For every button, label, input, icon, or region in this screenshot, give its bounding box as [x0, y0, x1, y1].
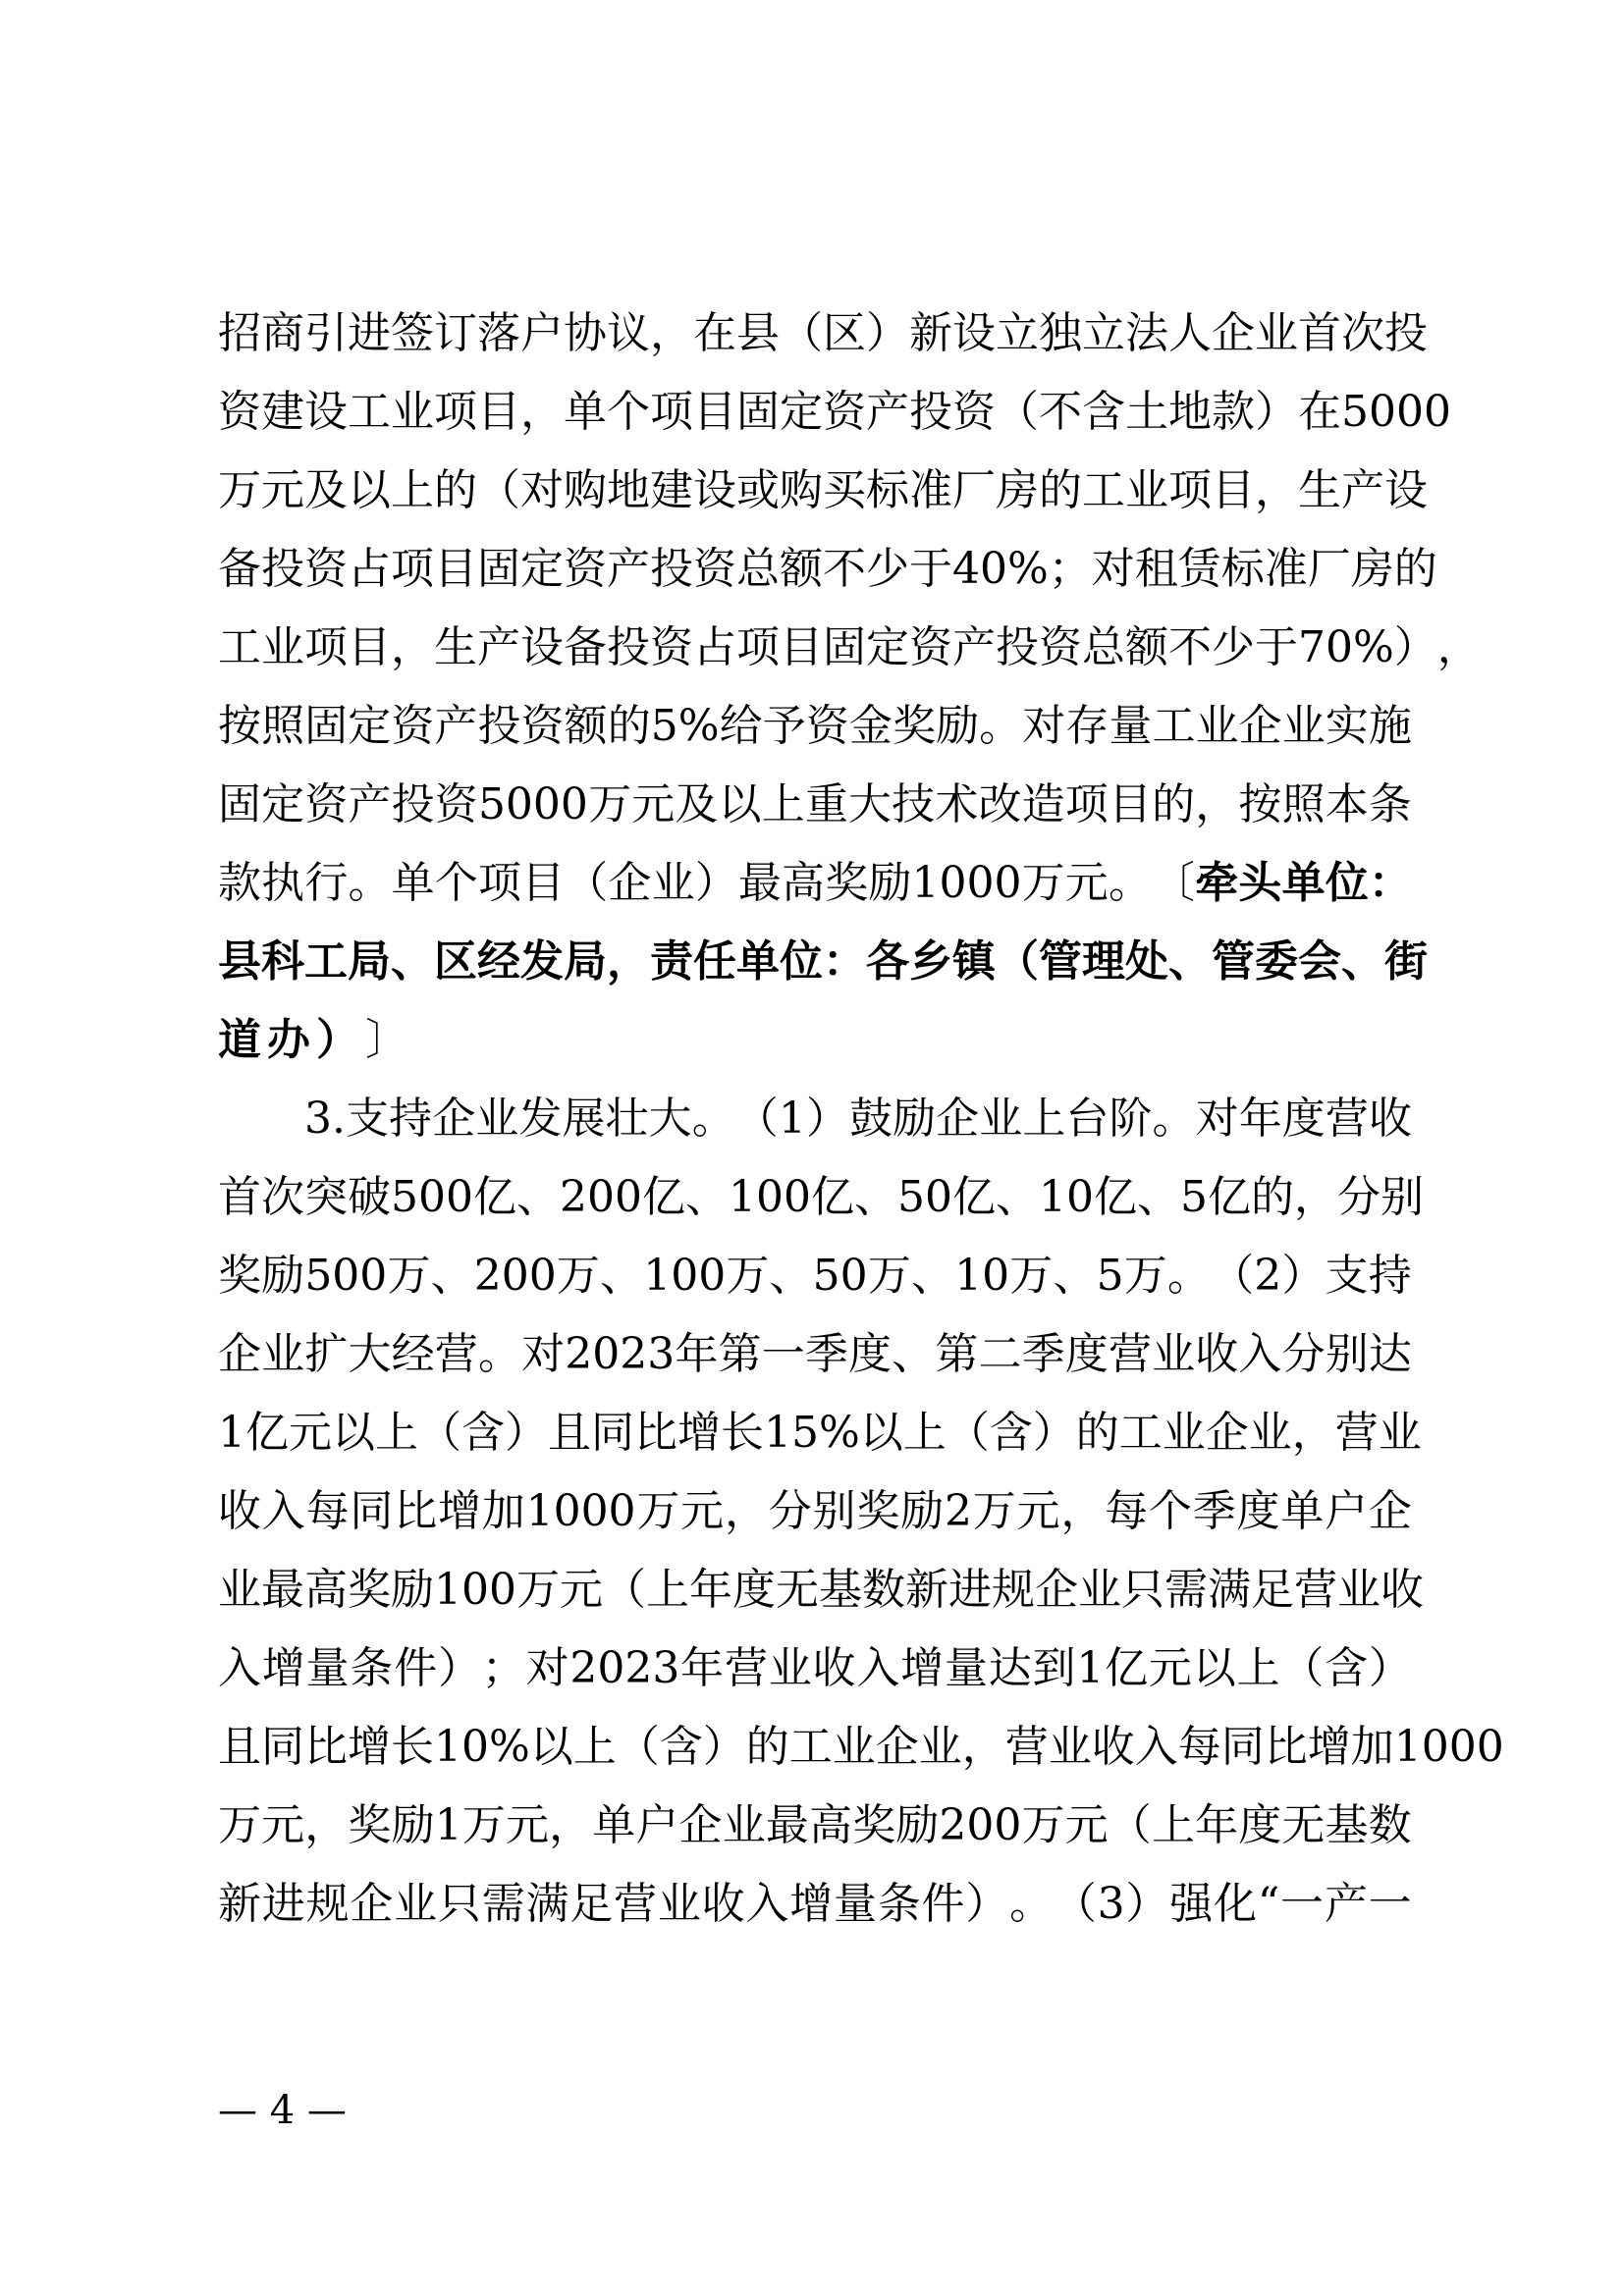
text-line: 资 建 设 工 业 项 目 ， 单 个 项 目 固 定 资 产 投 资 （ 不 含 土 地 款 ） 在 5000: [218, 387, 1451, 437]
text-line: 业 最 高 奖 励 100 万 元 （ 上 年 度 无 基 数 新 进 规 企 业 只 需 满 足 营 业 收: [218, 1565, 1424, 1615]
text-line: 万 元 ， 奖 励 1 万 元 ， 单 户 企 业 最 高 奖 励 200 万 元 （ 上 年 度 无 基 数: [218, 1800, 1412, 1850]
text-line: 固 定 资 产 投 资 5000 万 元 及 以 上 重 大 技 术 改 造 项 目 的 ， 按 照 本 条: [218, 779, 1412, 829]
text-line: 备 投 资 占 项 目 固 定 资 产 投 资 总 额 不 少 于 40% ； 对 租 赁 标 准 厂 房 的: [218, 544, 1437, 594]
page-number: — 4 —: [218, 2088, 347, 2133]
text-line: 3. 支 持 企 业 发 展 壮 大 。 （ 1 ） 鼓 励 企 业 上 台 阶 。 对 年 度 营 收: [304, 1094, 1412, 1144]
document-body: [218, 294, 1504, 1944]
text-line: 县 科 工 局 、 区 经 发 局 ， 责 任 单 位 ： 各 乡 镇 （ 管 理 处 、 管 委 会 、 街: [218, 936, 1428, 987]
text-line: 首 次 突 破 500 亿 、 200 亿 、 100 亿 、 50 亿 、 10 亿 、 5 亿 的 ， 分 别: [218, 1172, 1424, 1222]
text-line: 且 同 比 增 长 10% 以 上 （ 含 ） 的 工 业 企 业 ， 营 业 收 入 每 同 比 增 加 1000: [218, 1722, 1504, 1772]
text-line: 款 执 行 。 单 个 项 目 （ 企 业 ） 最 高 奖 励 1000 万 元 。 〔 牵 头 单 位 ：: [218, 858, 1412, 908]
text-line: 道 办 ） 〕: [218, 1015, 408, 1065]
text-line: 1 亿 元 以 上 （ 含 ） 且 同 比 增 长 15% 以 上 （ 含 ） 的 工 业 企 业 ， 营 业: [218, 1408, 1422, 1458]
text-line: 万 元 及 以 上 的 （ 对 购 地 建 设 或 购 买 标 准 厂 房 的 工 业 项 目 ， 生 产 设: [218, 465, 1428, 515]
text-line: 按 照 固 定 资 产 投 资 额 的 5% 给 予 资 金 奖 励 。 对 存 量 工 业 企 业 实 施: [218, 701, 1412, 751]
text-line: 新 进 规 企 业 只 需 满 足 营 业 收 入 增 量 条 件 ） 。 （ 3 ） 强 化 “ 一 产 一: [218, 1879, 1412, 1929]
text-line: 奖 励 500 万 、 200 万 、 100 万 、 50 万 、 10 万 、 5 万 。 （ 2 ） 支 持: [218, 1251, 1412, 1301]
text-line: 收 入 每 同 比 增 加 1000 万 元 ， 分 别 奖 励 2 万 元 ， 每 个 季 度 单 户 企: [218, 1486, 1412, 1536]
text-line: 工 业 项 目 ， 生 产 设 备 投 资 占 项 目 固 定 资 产 投 资 总 额 不 少 于 70% ） ，: [218, 622, 1481, 672]
text-line: 入 增 量 条 件 ） ； 对 2023 年 营 业 收 入 增 量 达 到 1 亿 元 以 上 （ 含 ）: [218, 1643, 1412, 1693]
text-line: 招 商 引 进 签 订 落 户 协 议 ， 在 县 （ 区 ） 新 设 立 独 立 法 人 企 业 首 次 投: [218, 308, 1428, 358]
text-line: 企 业 扩 大 经 营 。 对 2023 年 第 一 季 度 、 第 二 季 度 营 业 收 入 分 别 达: [218, 1329, 1412, 1379]
